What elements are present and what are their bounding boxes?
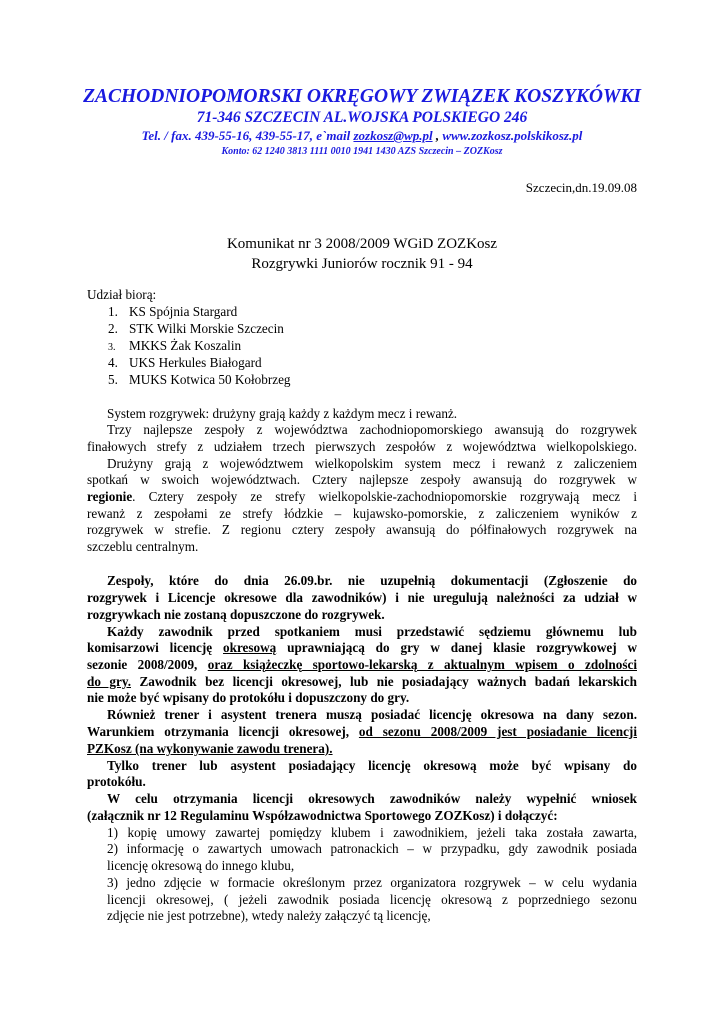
- system-line: [87, 489, 637, 506]
- bold-term: regionie: [87, 489, 133, 504]
- rule-text: Zawodnik bez licencji okresowej, lub nie posiadający ważnych badań lekarskich: [131, 674, 637, 689]
- rule-text: Warunkiem otrzymania licencji okresowej,: [87, 724, 359, 739]
- contact-line: [0, 128, 724, 144]
- rule-line: protokółu.: [87, 774, 146, 789]
- rule-underlined: oraz książeczkę sportowo-lekarską z aktualnym wpisem o zdolności: [207, 657, 637, 672]
- list-item: [108, 321, 284, 338]
- list-number: 5.: [108, 372, 118, 387]
- participants-heading: Udział biorą:: [87, 287, 157, 302]
- system-line: rewanż z zespołami ze strefy łódzkie – kujawsko-pomorskie, z zaliczeniem wyników z: [87, 506, 637, 521]
- rule-text: uprawniającą do gry w danej klasie rozgrywkowej w: [276, 640, 638, 655]
- system-line: Trzy najlepsze zespoły z województwa zachodniopomorskiego awansują do rozgrywek: [107, 422, 637, 437]
- rule-underlined: od sezonu 2008/2009 jest posiadanie licencji: [358, 724, 637, 739]
- list-item: [108, 304, 237, 321]
- attachment-line: licencji okresowej, ( jeżeli zawodnik posiada licencję okresową z poprzedniego sezonu: [107, 892, 637, 907]
- rule-line: (załącznik nr 12 Regulaminu Współzawodnictwa Sportowego ZOZKosz) i dołączyć:: [87, 808, 558, 823]
- bank-account: Konto: 62 1240 3813 1111 0010 1941 1430 AZS Szczecin – ZOZKosz: [221, 146, 503, 157]
- team-name: MKKS Żak Koszalin: [129, 338, 242, 353]
- system-line: rozgrywek w strefie. Z regionu cztery zespoły awansują do półfinałowych rozgrywek na: [87, 522, 637, 537]
- rule-underlined: PZKosz (na wykonywanie zawodu trenera).: [87, 741, 333, 756]
- rule-line: W celu otrzymania licencji okresowych zawodników należy wypełnić wniosek: [107, 791, 637, 806]
- attachment-line: 2) informację o zawartych umowach patronackich – w przypadku, gdy zawodnik posiada: [107, 841, 637, 856]
- contact-separator: ,: [432, 128, 443, 143]
- rule-line: rozgrywek i Licencje okresowe dla zawodników) i nie uregulują należności za udział w: [87, 590, 637, 605]
- list-number: 3.: [108, 342, 116, 353]
- system-line: spotkań w swoich województwach. Cztery najlepsze zespoły awansują do rozgrywek w: [87, 472, 637, 487]
- team-name: MUKS Kotwica 50 Kołobrzeg: [129, 372, 291, 387]
- rule-line: nie może być wpisany do protokółu i dopuszczony do gry.: [87, 690, 410, 705]
- website-link[interactable]: www.zozkosz.polskikosz.pl: [442, 128, 583, 143]
- system-line: finałowych strefy z udziałem trzech pierwszych zespołów z województwa wielkopolskiego.: [87, 439, 637, 454]
- rule-line: rozgrywkach nie zostaną dopuszczone do rozgrywek.: [87, 607, 385, 622]
- rule-line: [87, 640, 637, 657]
- org-address: 71-346 SZCZECIN AL.WOJSKA POLSKIEGO 246: [196, 109, 528, 126]
- team-name: STK Wilki Morskie Szczecin: [129, 321, 284, 336]
- rule-line: Tylko trener lub asystent posiadający licencję okresową może być wpisany do: [107, 758, 637, 773]
- list-number: 2.: [108, 321, 118, 336]
- attachment-line: 3) jedno zdjęcie w formacie określonym przez organizatora rozgrywek – w celu wydania: [107, 875, 637, 890]
- document-date: Szczecin,dn.19.09.08: [525, 180, 637, 195]
- system-line: Drużyny grają z województwem wielkopolskim system mecz i rewanż z zaliczeniem: [107, 456, 637, 471]
- attachment-line: 1) kopię umowy zawartej pomiędzy klubem i zawodnikiem, jeżeli taka została zawarta,: [107, 825, 637, 840]
- rule-text: komisarzowi licencję: [87, 640, 224, 655]
- rule-line: Również trener i asystent trenera muszą posiadać licencję okresowa na dany sezon.: [107, 707, 637, 722]
- competition-title: Rozgrywki Juniorów rocznik 91 - 94: [251, 256, 473, 272]
- system-text: . Cztery zespoły ze strefy wielkopolskie-zachodniopomorskie rozgrywają mecz i: [132, 489, 637, 504]
- rule-line: Każdy zawodnik przed spotkaniem musi przedstawić sędziemu głównemu lub: [107, 624, 637, 639]
- announcement-title: Komunikat nr 3 2008/2009 WGiD ZOZKosz: [226, 236, 498, 252]
- email-link[interactable]: zozkosz@wp.pl: [353, 128, 433, 143]
- list-item: [108, 338, 241, 357]
- attachment-line: licencję okresową do innego klubu,: [107, 858, 295, 873]
- tel-fax: Tel. / fax. 439-55-16, 439-55-17, e`mail: [141, 128, 354, 143]
- list-number: 4.: [108, 355, 118, 370]
- rule-underlined: okresową: [223, 640, 277, 655]
- org-name: ZACHODNIOPOMORSKI OKRĘGOWY ZWIĄZEK KOSZYKÓWKI: [83, 86, 641, 107]
- rule-line: Zespoły, które do dnia 26.09.br. nie uzupełnią dokumentacji (Zgłoszenie do: [107, 573, 637, 588]
- list-item: [108, 355, 262, 372]
- team-name: KS Spójnia Stargard: [129, 304, 238, 319]
- team-name: UKS Herkules Białogard: [129, 355, 262, 370]
- list-item: [108, 372, 291, 389]
- system-line: szczeblu centralnym.: [87, 539, 199, 554]
- rule-line: [87, 741, 333, 758]
- rule-line: [87, 674, 637, 691]
- rule-text: sezonie 2008/2009,: [87, 657, 208, 672]
- rule-line: [87, 724, 637, 741]
- attachment-line: zdjęcie nie jest potrzebne), wtedy należy załączyć tą licencję,: [107, 908, 431, 923]
- rule-line: [87, 657, 637, 674]
- system-line: System rozgrywek: drużyny grają każdy z każdym mecz i rewanż.: [107, 406, 458, 421]
- list-number: 1.: [108, 304, 118, 319]
- rule-underlined: do gry.: [87, 674, 131, 689]
